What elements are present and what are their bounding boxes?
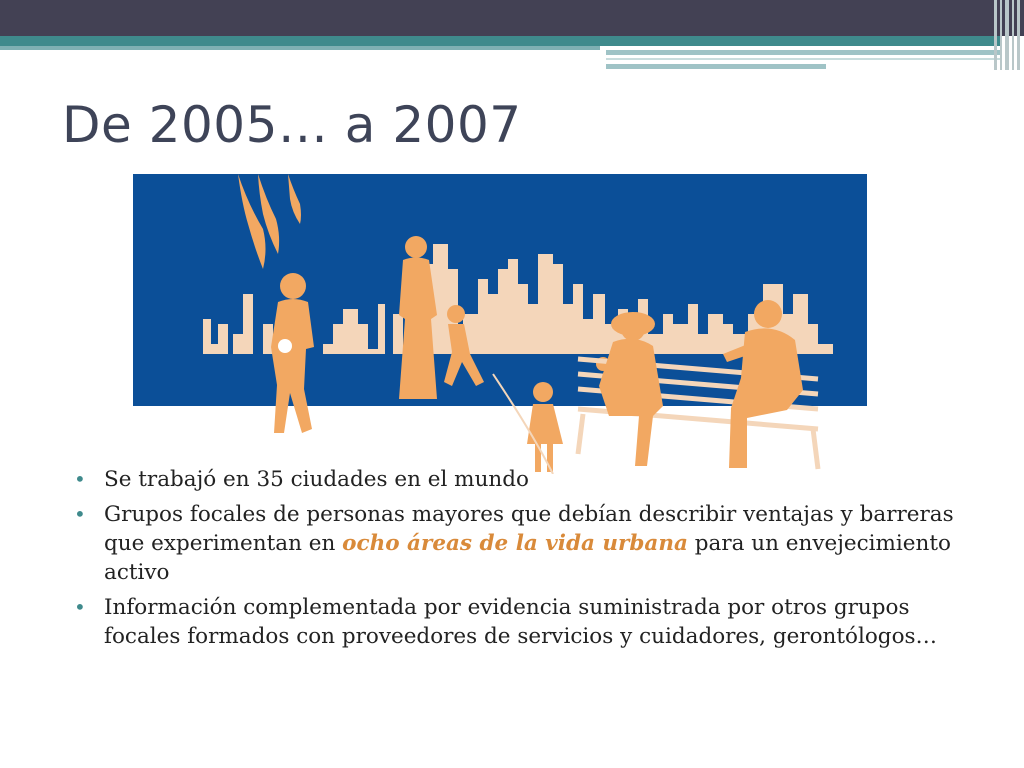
bullet-dot: • [74,467,86,491]
city-people-illustration [133,174,873,474]
bullet-dot: • [74,502,86,526]
top-banner [0,0,1024,36]
highlight-text: ocho áreas de la vida urbana [342,531,688,556]
accent-stripe-thin [0,46,600,50]
bullet-text-after: para un envejecimiento activo [104,531,951,585]
bullet-list [74,465,974,657]
accent-stripe-short [606,64,826,69]
accent-stripe-right [606,50,1000,55]
accent-stripe-right-thin [606,58,1000,60]
bullet-text-before: Grupos focales de personas mayores que debían describir ventajas y barreras que experimentan en [104,502,954,556]
slide-title: De 2005… a 2007 [62,96,522,154]
bullet-text: Se trabajó en 35 ciudades en el mundo [104,467,529,492]
list-item [74,593,974,651]
list-item [74,500,974,587]
list-item [74,465,974,494]
bullet-dot: • [74,595,86,619]
bullet-text: Información complementada por evidencia suministrada por otros grupos focales formados con proveedores de servicios y cuidadores, gerontólogos… [104,595,938,649]
accent-stripe [0,36,1000,46]
decorative-lines [990,0,1024,70]
